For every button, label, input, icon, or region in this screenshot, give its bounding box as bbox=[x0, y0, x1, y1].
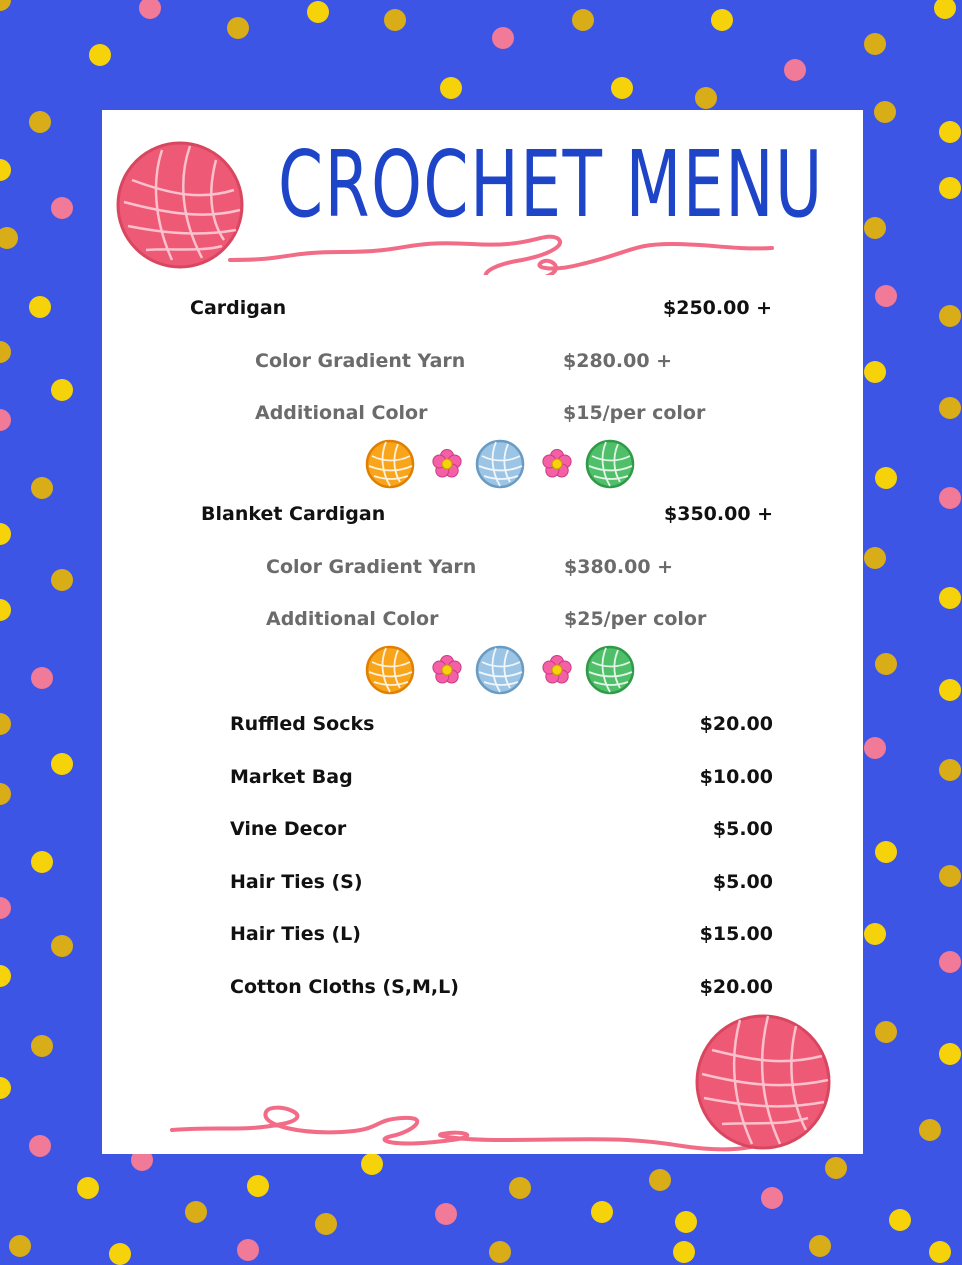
price-cardigan: $250.00 + bbox=[663, 297, 773, 319]
polka-dot bbox=[875, 653, 897, 675]
price-additional-color: $15/per color bbox=[563, 402, 706, 424]
polka-dot bbox=[31, 851, 53, 873]
price-gradient-yarn: $280.00 + bbox=[563, 350, 673, 372]
polka-dot bbox=[237, 1239, 259, 1261]
polka-dot bbox=[0, 341, 11, 363]
polka-dot bbox=[864, 923, 886, 945]
green-yarn-icon bbox=[584, 644, 636, 700]
option-additional-color: Additional Color bbox=[255, 402, 428, 424]
menu-item-cardigan: Cardigan bbox=[190, 297, 287, 319]
polka-dot bbox=[875, 841, 897, 863]
polka-dot bbox=[939, 587, 961, 609]
polka-dot bbox=[31, 477, 53, 499]
polka-dot bbox=[889, 1209, 911, 1231]
polka-dot bbox=[51, 753, 73, 775]
polka-dot bbox=[784, 59, 806, 81]
polka-dot bbox=[864, 217, 886, 239]
polka-dot bbox=[809, 1235, 831, 1257]
menu-item-price: $20.00 bbox=[699, 713, 773, 735]
polka-dot bbox=[864, 33, 886, 55]
polka-dot bbox=[939, 487, 961, 509]
polka-dot bbox=[9, 1235, 31, 1257]
yarn-ball-bottom-icon bbox=[162, 990, 842, 1155]
polka-dot bbox=[939, 1043, 961, 1065]
polka-dot bbox=[675, 1211, 697, 1233]
polka-dot bbox=[939, 305, 961, 327]
price-additional-color-2: $25/per color bbox=[564, 608, 707, 630]
pink-flower-icon bbox=[430, 653, 464, 691]
polka-dot bbox=[89, 44, 111, 66]
polka-dot bbox=[31, 667, 53, 689]
option-gradient-yarn: Color Gradient Yarn bbox=[255, 350, 466, 372]
polka-dot bbox=[711, 9, 733, 31]
polka-dot bbox=[489, 1241, 511, 1263]
yarn-divider-2 bbox=[364, 642, 644, 698]
polka-dot bbox=[384, 9, 406, 31]
polka-dot bbox=[0, 0, 11, 11]
polka-dot bbox=[0, 409, 11, 431]
polka-dot bbox=[875, 467, 897, 489]
menu-item: Cotton Cloths (S,M,L) bbox=[230, 976, 459, 998]
option-gradient-yarn-2: Color Gradient Yarn bbox=[266, 556, 477, 578]
polka-dot bbox=[611, 77, 633, 99]
green-yarn-icon bbox=[584, 438, 636, 494]
option-additional-color-2: Additional Color bbox=[266, 608, 439, 630]
polka-dot bbox=[874, 101, 896, 123]
polka-dot bbox=[29, 1135, 51, 1157]
polka-dot bbox=[509, 1177, 531, 1199]
polka-dot bbox=[934, 0, 956, 19]
pink-flower-icon bbox=[540, 653, 574, 691]
polka-dot bbox=[0, 1077, 11, 1099]
polka-dot bbox=[51, 379, 73, 401]
menu-item-price: $10.00 bbox=[699, 765, 773, 788]
polka-dot bbox=[29, 111, 51, 133]
polka-dot bbox=[31, 1035, 53, 1057]
polka-dot bbox=[0, 897, 11, 919]
menu-item-price: $15.00 bbox=[699, 923, 773, 946]
yarn-divider-1 bbox=[364, 436, 644, 492]
price-blanket-cardigan: $350.00 + bbox=[664, 503, 774, 525]
blue-yarn-icon bbox=[474, 438, 526, 494]
polka-dot bbox=[361, 1153, 383, 1175]
polka-dot bbox=[939, 951, 961, 973]
polka-dot bbox=[0, 713, 11, 735]
polka-dot bbox=[0, 227, 18, 249]
polka-dot bbox=[185, 1201, 207, 1223]
pink-flower-icon bbox=[540, 447, 574, 485]
polka-dot bbox=[0, 523, 11, 545]
polka-dot bbox=[919, 1119, 941, 1141]
polka-dot bbox=[929, 1241, 951, 1263]
polka-dot bbox=[247, 1175, 269, 1197]
blue-yarn-icon bbox=[474, 644, 526, 700]
polka-dot bbox=[864, 737, 886, 759]
polka-dot bbox=[0, 159, 11, 181]
polka-dot bbox=[139, 0, 161, 19]
polka-dot bbox=[572, 9, 594, 31]
polka-dot bbox=[591, 1201, 613, 1223]
polka-dot bbox=[875, 285, 897, 307]
polka-dot bbox=[864, 547, 886, 569]
polka-dot bbox=[649, 1169, 671, 1191]
polka-dot bbox=[939, 679, 961, 701]
polka-dot bbox=[825, 1157, 847, 1179]
polka-dot bbox=[695, 87, 717, 109]
orange-yarn-icon bbox=[364, 644, 416, 700]
polka-dot bbox=[939, 397, 961, 419]
polka-dot bbox=[939, 177, 961, 199]
menu-item-price: $20.00 bbox=[699, 976, 773, 998]
menu-item: Ruffled Socks bbox=[230, 713, 375, 735]
polka-dot bbox=[51, 197, 73, 219]
polka-dot bbox=[761, 1187, 783, 1209]
polka-dot bbox=[315, 1213, 337, 1235]
menu-item-price: $5.00 bbox=[712, 818, 773, 841]
menu-item-blanket-cardigan: Blanket Cardigan bbox=[201, 503, 386, 525]
polka-dot bbox=[0, 599, 11, 621]
polka-dot bbox=[77, 1177, 99, 1199]
price-gradient-yarn-2: $380.00 + bbox=[564, 556, 674, 578]
polka-dot bbox=[51, 935, 73, 957]
polka-dot bbox=[307, 1, 329, 23]
page-title: CROCHET MENU bbox=[278, 131, 824, 238]
menu-item: Market Bag bbox=[230, 765, 353, 788]
pink-flower-icon bbox=[430, 447, 464, 485]
polka-dot bbox=[440, 77, 462, 99]
polka-dot bbox=[864, 361, 886, 383]
polka-dot bbox=[673, 1241, 695, 1263]
orange-yarn-icon bbox=[364, 438, 416, 494]
polka-dot bbox=[227, 17, 249, 39]
menu-item: Hair Ties (L) bbox=[230, 923, 361, 946]
polka-dot bbox=[875, 1021, 897, 1043]
menu-item: Vine Decor bbox=[230, 818, 347, 841]
polka-dot bbox=[51, 569, 73, 591]
polka-dot bbox=[492, 27, 514, 49]
menu-item-price: $5.00 bbox=[712, 870, 773, 893]
polka-dot bbox=[0, 965, 11, 987]
polka-dot bbox=[939, 865, 961, 887]
menu-card bbox=[102, 110, 863, 1154]
polka-dot bbox=[435, 1203, 457, 1225]
polka-dot bbox=[939, 121, 961, 143]
menu-item: Hair Ties (S) bbox=[230, 870, 363, 893]
polka-dot bbox=[0, 783, 11, 805]
polka-dot bbox=[939, 759, 961, 781]
polka-dot bbox=[29, 296, 51, 318]
